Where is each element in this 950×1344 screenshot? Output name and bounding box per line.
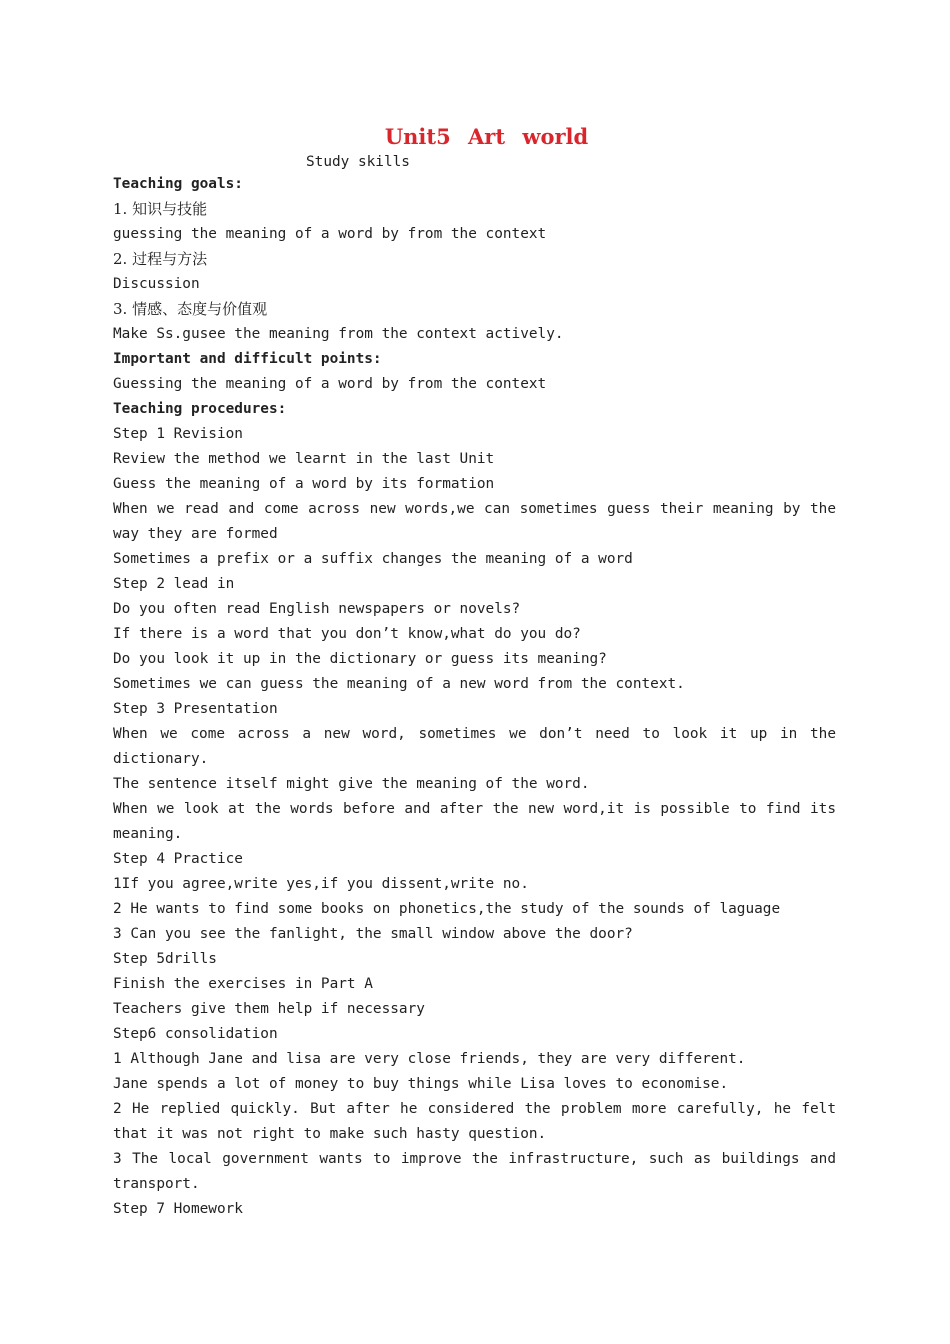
step-1-line: Sometimes a prefix or a suffix changes the meaning of a word (113, 551, 633, 567)
step-3-line: The sentence itself might give the meaning of the word. (113, 776, 590, 792)
step-6-paragraph: 3 The local government wants to improve the infrastructure, such as buildings and transport. (113, 1151, 836, 1192)
step-4-line: 2 He wants to find some books on phonetics,the study of the sounds of laguage (113, 901, 781, 917)
step-4-line: 1If you agree,write yes,if you dissent,write no. (113, 876, 529, 892)
step-1-line: Review the method we learnt in the last Unit (113, 451, 495, 467)
goal-2-text: Discussion (113, 276, 200, 292)
step-2-heading: Step 2 lead in (113, 576, 235, 592)
step-3-paragraph: When we look at the words before and after the new word,it is possible to find its meaning. (113, 801, 836, 842)
step-2-line: Sometimes we can guess the meaning of a new word from the context. (113, 676, 685, 692)
step-1-heading: Step 1 Revision (113, 426, 243, 442)
step-6-line: Jane spends a lot of money to buy things while Lisa loves to economise. (113, 1076, 729, 1092)
step-5-heading: Step 5drills (113, 951, 217, 967)
step-3-paragraph: When we come across a new word, sometimes we don’t need to look it up in the dictionary. (113, 726, 836, 767)
step-6-line: 1 Although Jane and lisa are very close friends, they are very different. (113, 1051, 746, 1067)
step-7-heading: Step 7 Homework (113, 1201, 243, 1217)
step-2-line: Do you look it up in the dictionary or guess its meaning? (113, 651, 607, 667)
step-3-heading: Step 3 Presentation (113, 701, 278, 717)
step-6-paragraph: 2 He replied quickly. But after he considered the problem more carefully, he felt that it was not right to make such hasty question. (113, 1101, 836, 1142)
goal-2-heading: 2. 过程与方法 (113, 250, 208, 268)
step-5-line: Teachers give them help if necessary (113, 1001, 425, 1017)
document-page (113, 122, 836, 1222)
step-5-line: Finish the exercises in Part A (113, 976, 373, 992)
goal-3-heading: 3. 情感、态度与价值观 (113, 300, 268, 318)
step-1-line: Guess the meaning of a word by its formation (113, 476, 495, 492)
goal-3-text: Make Ss.gusee the meaning from the context actively. (113, 326, 564, 342)
step-2-line: Do you often read English newspapers or novels? (113, 601, 521, 617)
step-1-paragraph: When we read and come across new words,we can sometimes guess their meaning by the way they are formed (113, 501, 836, 542)
procedures-heading: Teaching procedures: (113, 401, 287, 417)
teaching-goals-heading: Teaching goals: (113, 176, 243, 192)
points-text: Guessing the meaning of a word by from the context (113, 376, 547, 392)
step-4-heading: Step 4 Practice (113, 851, 243, 867)
step-4-line: 3 Can you see the fanlight, the small window above the door? (113, 926, 633, 942)
step-2-line: If there is a word that you don’t know,what do you do? (113, 626, 581, 642)
step-6-heading: Step6 consolidation (113, 1026, 278, 1042)
document-title: Unit5 Art world (384, 124, 589, 149)
goal-1-text: guessing the meaning of a word by from the context (113, 226, 547, 242)
points-heading: Important and difficult points: (113, 351, 382, 367)
goal-1-heading: 1. 知识与技能 (113, 200, 208, 218)
document-subtitle: Study skills (306, 154, 410, 170)
